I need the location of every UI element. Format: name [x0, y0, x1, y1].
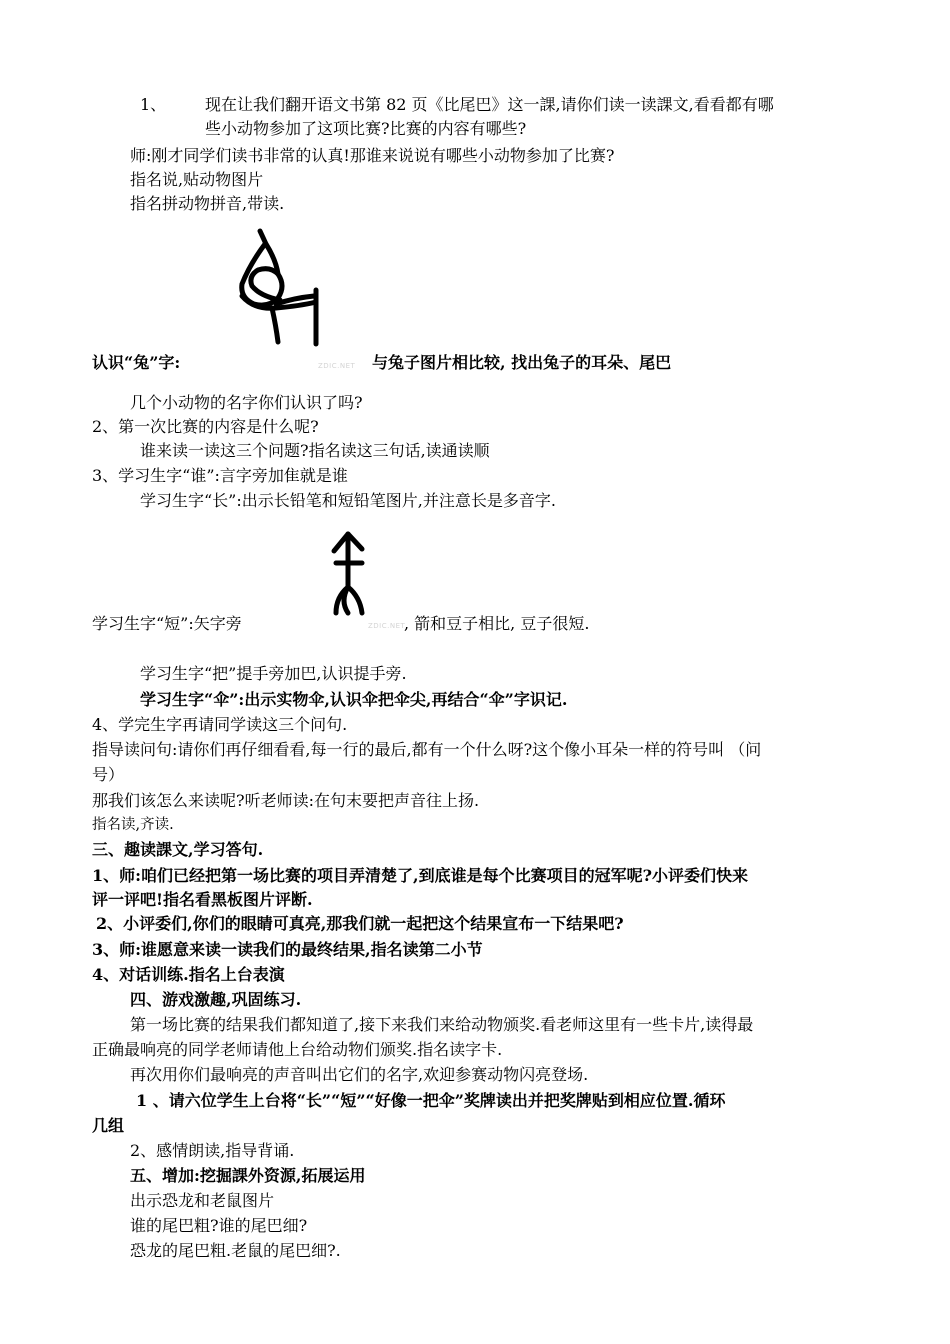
paragraph-line: 2、感情朗读,指导背诵. [130, 1141, 295, 1160]
paragraph-line: 学习生字“伞”:出示实物伞,认识伞把伞尖,再结合“伞”字识记. [140, 690, 568, 709]
paragraph-line: 3、学习生字“谁”:言字旁加隹就是谁 [92, 466, 348, 485]
paragraph-line: 指名说,贴动物图片 [130, 170, 264, 189]
paragraph-line: 1 、请六位学生上台将“长”“短”“好像一把伞”奖牌读出并把奖牌贴到相应位置.循环 [136, 1091, 726, 1110]
duan-label-prefix: 学习生字“短”:矢字旁 [92, 614, 242, 633]
paragraph-line: 2、小评委们,你们的眼睛可真亮,那我们就一起把这个结果宣布一下结果吧? [96, 914, 624, 933]
item-number: 1、 [140, 95, 167, 114]
section-heading: 五、增加:挖掘課外资源,拓展运用 [130, 1166, 366, 1185]
section-heading: 三、趣读課文,学习答句. [92, 840, 264, 859]
tu-label-prefix: 认识“兔”字: [92, 353, 181, 372]
shi-ancient-glyph-image [328, 529, 370, 621]
section-heading: 四、游戏激趣,巩固练习. [130, 990, 302, 1009]
paragraph-line: 学习生字“把”提手旁加巴,认识提手旁. [140, 664, 407, 683]
watermark: ZDIC.NET [368, 622, 406, 630]
paragraph-line: 1、师:咱们已经把第一场比赛的项目弄清楚了,到底谁是每个比赛项目的冠军呢?小评委们快来 [92, 866, 748, 885]
paragraph-line: 再次用你们最响亮的声音叫出它们的名字,欢迎参赛动物闪亮登场. [130, 1065, 589, 1084]
paragraph-line: 正确最响亮的同学老师请他上台给动物们颁奖.指名读字卡. [92, 1040, 503, 1059]
paragraph-line: 评一评吧!指名看黑板图片评断. [92, 890, 313, 909]
paragraph-line: 号） [92, 765, 125, 784]
paragraph-line: 学习生字“长”:出示长铅笔和短铅笔图片,并注意长是多音字. [140, 491, 556, 510]
paragraph-line: 谁的尾巴粗?谁的尾巴细? [130, 1216, 308, 1235]
paragraph-line: 指名读,齐读. [92, 817, 174, 833]
paragraph-line: 谁来读一读这三个问题?指名读这三句话,读通读顺 [140, 441, 490, 460]
paragraph-line: 那我们该怎么来读呢?听老师读:在句末要把声音往上扬. [92, 791, 480, 810]
paragraph-line: 指名拼动物拼音,带读. [130, 194, 285, 213]
paragraph-line: 师:刚才同学们读书非常的认真!那谁来说说有哪些小动物参加了比赛? [130, 146, 615, 165]
paragraph-line: 3、师:谁愿意来读一读我们的最终结果,指名读第二小节 [92, 940, 483, 959]
paragraph-line: 现在让我们翻开语文书第 82 页《比尾巴》这一課,请你们读一读課文,看看都有哪 [205, 95, 774, 114]
watermark: ZDIC.NET [318, 362, 356, 370]
paragraph-line: 几组 [92, 1116, 125, 1135]
paragraph-line: 指导读问句:请你们再仔细看看,每一行的最后,都有一个什么呀?这个像小耳朵一样的符号叫 （问 [92, 740, 762, 759]
tu-ancient-glyph-image [232, 226, 338, 350]
paragraph-line: 些小动物参加了这项比赛?比赛的内容有哪些? [205, 119, 527, 138]
paragraph-line: 4、学完生字再请同学读这三个问句. [92, 715, 348, 734]
paragraph-line: 4、对话训练.指名上台表演 [92, 965, 285, 984]
paragraph-line: 2、第一次比赛的内容是什么呢? [92, 417, 319, 436]
paragraph-line: 出示恐龙和老鼠图片 [130, 1191, 275, 1210]
tu-label-suffix: 与兔子图片相比较, 找出兔子的耳朵、尾巴 [372, 353, 672, 372]
duan-label-suffix: , 箭和豆子相比, 豆子很短. [404, 614, 590, 633]
paragraph-line: 几个小动物的名字你们认识了吗? [130, 393, 363, 412]
paragraph-line: 第一场比赛的结果我们都知道了,接下来我们来给动物颁奖.看老师这里有一些卡片,读得最 [130, 1015, 754, 1034]
paragraph-line: 恐龙的尾巴粗.老鼠的尾巴细?. [130, 1241, 341, 1260]
